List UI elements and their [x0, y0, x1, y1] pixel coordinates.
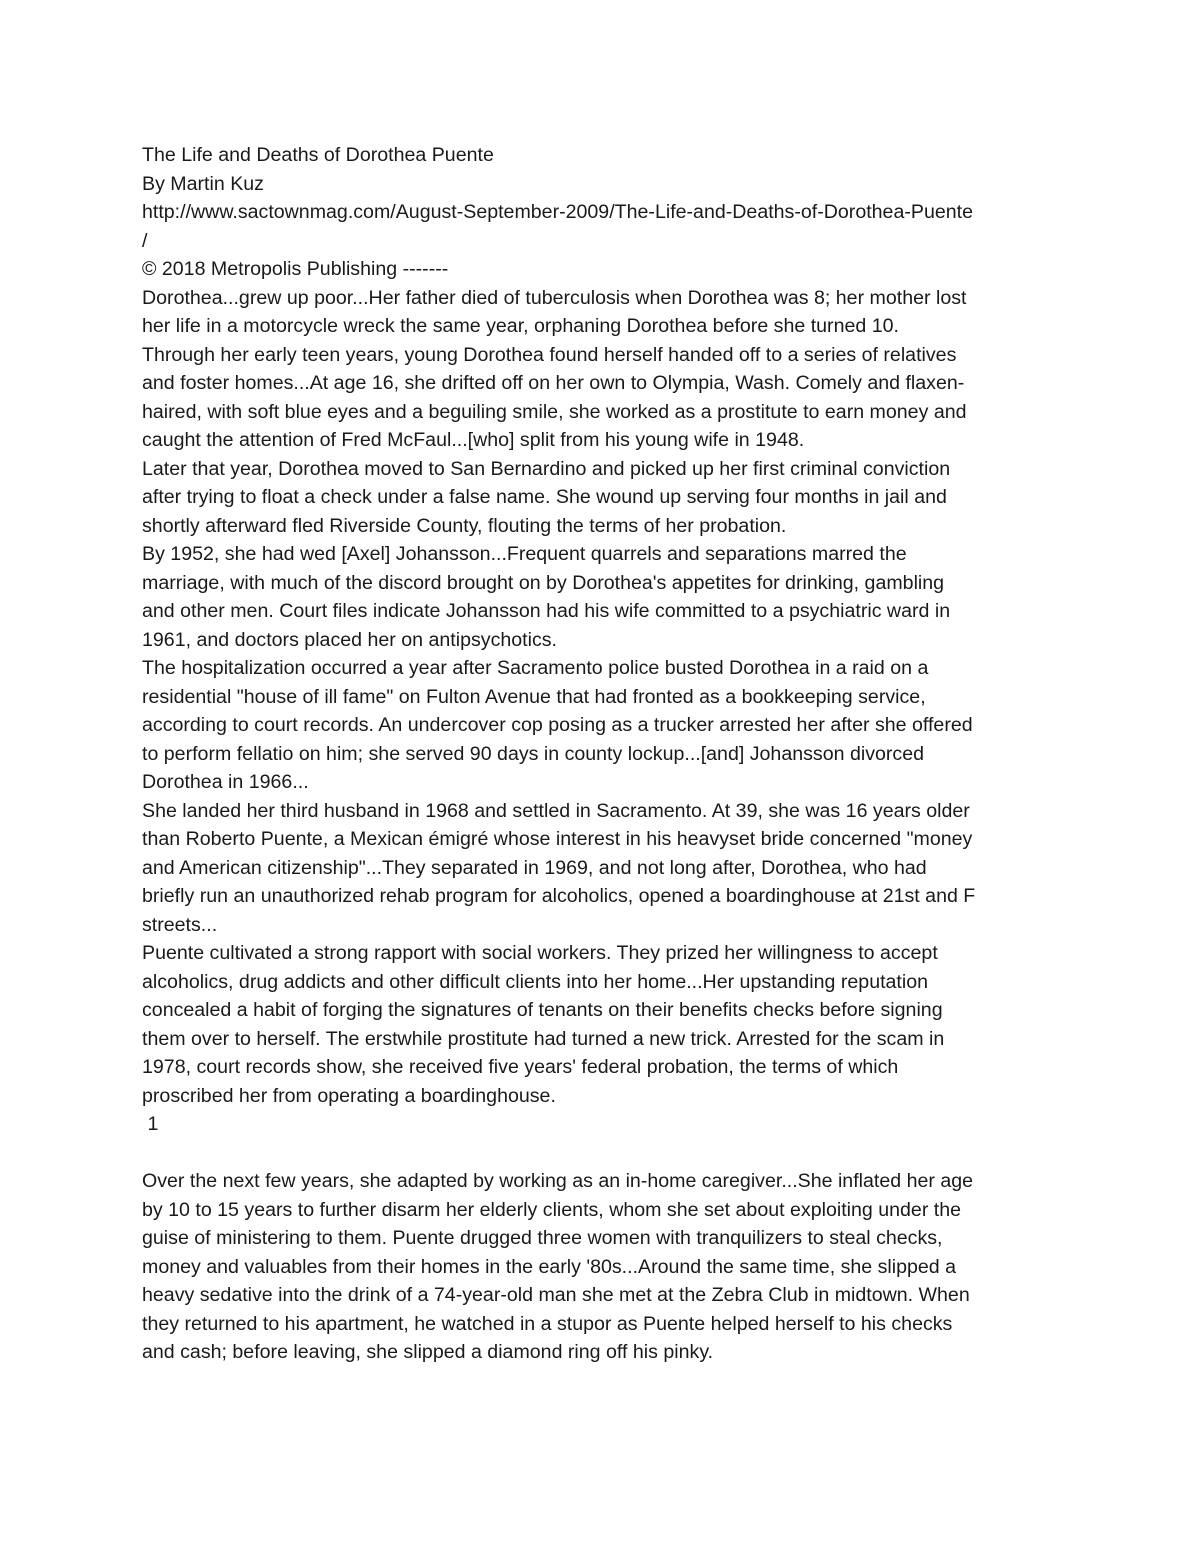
body-line: money and valuables from their homes in the early '80s...Around the same time, she slipped a [142, 1255, 957, 1278]
page-break-gap [142, 1139, 1067, 1168]
body-line: haired, with soft blue eyes and a beguiling smile, she worked as a prostitute to earn money and [142, 400, 967, 423]
body-line: residential "house of ill fame" on Fulton Avenue that had fronted as a bookkeeping service, [142, 685, 926, 708]
body-line: marriage, with much of the discord brought on by Dorothea's appetites for drinking, gambling [142, 571, 945, 594]
body-line: and American citizenship"...They separated in 1969, and not long after, Dorothea, who had [142, 856, 927, 879]
document-title: The Life and Deaths of Dorothea Puente [142, 144, 494, 166]
body-line: and other men. Court files indicate Johansson had his wife committed to a psychiatric ward in [142, 600, 951, 622]
body-line: them over to herself. The erstwhile prostitute had turned a new trick. Arrested for the scam in [142, 1027, 945, 1050]
body-line: Through her early teen years, young Dorothea found herself handed off to a series of relatives [142, 343, 957, 366]
page-number: 1 [142, 1113, 159, 1135]
copyright-line: © 2018 Metropolis Publishing ------- [142, 258, 449, 280]
body-line: By 1952, she had wed [Axel] Johansson...Frequent quarrels and separations marred the [142, 543, 907, 565]
source-url-continued: / [142, 229, 148, 252]
body-section-2 [142, 1167, 1067, 1367]
source-url: http://www.sactownmag.com/August-September-2009/The-Life-and-Deaths-of-Dorothea-Puente [142, 201, 973, 223]
body-line: according to court records. An undercover cop posing as a trucker arrested her after she offered [142, 714, 973, 736]
body-line: they returned to his apartment, he watched in a stupor as Puente helped herself to his checks [142, 1312, 953, 1335]
body-line: caught the attention of Fred McFaul...[who] split from his young wife in 1948. [142, 429, 805, 451]
body-line: proscribed her from operating a boardinghouse. [142, 1084, 556, 1107]
body-line: to perform fellatio on him; she served 90 days in county lockup...[and] Johansson divorced [142, 742, 925, 765]
body-line: streets... [142, 913, 218, 936]
body-line: Dorothea...grew up poor...Her father died of tuberculosis when Dorothea was 8; her mother lost [142, 286, 967, 309]
body-line: Later that year, Dorothea moved to San Bernardino and picked up her first criminal conviction [142, 457, 951, 480]
body-line: her life in a motorcycle wreck the same year, orphaning Dorothea before she turned 10. [142, 315, 899, 337]
byline: By Martin Kuz [142, 172, 264, 195]
body-line: Dorothea in 1966... [142, 771, 309, 793]
body-line: and foster homes...At age 16, she drifted off on her own to Olympia, Wash. Comely and flaxen- [142, 372, 965, 394]
body-line: She landed her third husband in 1968 and settled in Sacramento. At 39, she was 16 years older [142, 799, 970, 822]
body-line: after trying to float a check under a false name. She wound up serving four months in jail and [142, 486, 947, 508]
body-line: briefly run an unauthorized rehab program for alcoholics, opened a boardinghouse at 21st and F [142, 885, 976, 907]
body-line: shortly afterward fled Riverside County, flouting the terms of her probation. [142, 514, 787, 537]
body-line: alcoholics, drug addicts and other difficult clients into her home...Her upstanding reputation [142, 970, 929, 993]
body-line: guise of ministering to them. Puente drugged three women with tranquilizers to steal checks, [142, 1227, 943, 1249]
body-line: 1961, and doctors placed her on antipsychotics. [142, 628, 557, 651]
body-line: The hospitalization occurred a year after Sacramento police busted Dorothea in a raid on a [142, 657, 929, 679]
body-line: by 10 to 15 years to further disarm her elderly clients, whom she set about exploiting under the [142, 1198, 962, 1221]
body-line: than Roberto Puente, a Mexican émigré whose interest in his heavyset bride concerned "money [142, 828, 973, 850]
body-line: and cash; before leaving, she slipped a diamond ring off his pinky. [142, 1341, 714, 1363]
body-line: concealed a habit of forging the signatures of tenants on their benefits checks before signing [142, 999, 943, 1021]
body-line: 1978, court records show, she received five years' federal probation, the terms of which [142, 1056, 899, 1078]
body-line: heavy sedative into the drink of a 74-year-old man she met at the Zebra Club in midtown. When [142, 1284, 970, 1306]
body-section-1 [142, 284, 1067, 1111]
document-page [142, 141, 1067, 1367]
body-line: Puente cultivated a strong rapport with social workers. They prized her willingness to accept [142, 942, 938, 964]
body-line: Over the next few years, she adapted by working as an in-home caregiver...She inflated her age [142, 1170, 974, 1192]
